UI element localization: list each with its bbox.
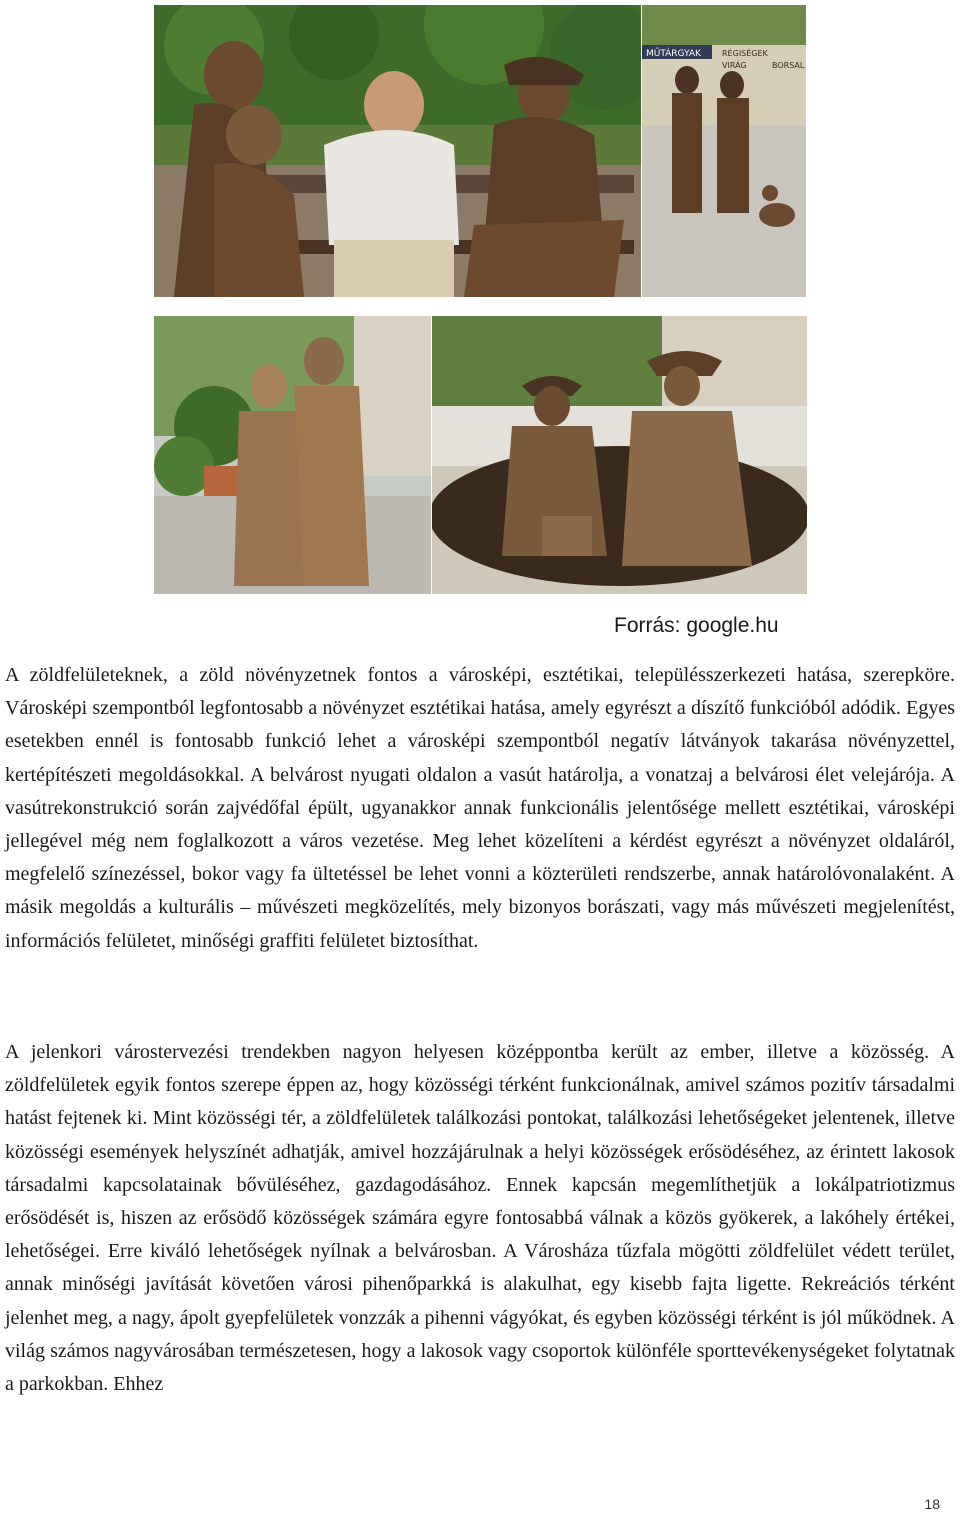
photo-couple-statue [154,316,431,594]
photo-bench-statues [154,5,641,297]
photo-street-statues-dog [642,5,806,297]
page-number: 18 [924,1496,940,1512]
shop-sign-3: VIRÁG [722,61,747,70]
shop-sign-4: BORSAL [772,61,805,70]
body-paragraph: A jelenkori várostervezési trendekben nagyon helyesen középpontba került az ember, illetve a közösség. A zöldfelületek egyik fontos szerepe éppen az, hogy közösségi térként funkcionálnak, amivel számos pozitív társadalmi hatást fejtenek ki. Mint közösségi tér, a zöldfelületek találkozási pontokat, találkozási lehetőségeket jelentenek, illetve közösségi események helyszínét adhatják, amivel hozzájárulnak a helyi közösségek erősödéséhez, az érintett lakosok társadalmi kapcsolatainak bővüléséhez, gazdagodásához. Ennek kapcsán megemlíthetjük a lokálpatriotizmus erősödését is, hiszen az erősödő közösségek számára egyre fontosabbá válnak a közös gyökerek, a lakóhely értékei, lehetőségei. Erre kiváló lehetőségek nyílnak a belvárosban. A Városháza tűzfala mögötti zöldfelület védett terület, annak minőségi javítását követően városi pihenőparkká is alakulhat, egy kisebb fajta ligette. Rekreációs térként jelenhet meg, a nagy, ápolt gyepfelületek vonzzák a pihenni vágyókat, és egyben közösségi térként is jól működnek. A világ számos nagyvárosában természetesen, hogy a lakosok vagy csoportok különféle sporttevékenységeket folytatnak a parkokban. Ehhez [5,1041,955,1396]
body-paragraph: A zöldfelületeknek, a zöld növényzetnek fontos a városképi, esztétikai, településszerkezeti hatása, szerepköre. Városképi szempontból legfontosabb a növényzet esztétikai hatása, amely egyrészt a díszítő funkcióból adódik. Egyes esetekben ennél is fontosabb funkció lehet a városképi szempontból negatív látványok takarása növényzettel, kertépítészeti megoldásokkal. A belvárost nyugati oldalon a vasút határolja, a vonatzaj a belvárosi élet velejárója. A vasútrekonstrukció során zajvédőfal épült, ugyanakkor annak funkcionális jelentősége mellett esztétikai, városképi jellegével még nem foglalkozott a város vezetése. Meg lehet közelíteni a kérdést egyrészt a növényzet oldaláról, megfelelő színezéssel, bokor vagy fa ültetéssel be lehet vonni a közterületi rendszerbe, annak határolóvonalaként. A másik megoldás a kulturális – művészeti megközelítés, mely bizonyos borászati, vagy más művészeti megjelenítést, információs felületet, minőségi graffiti felületet biztosíthat. [5,664,955,952]
shop-sign-1: MŰTÁRGYAK [646,49,701,59]
image-source-caption: Forrás: google.hu [614,614,779,637]
shop-sign-2: RÉGISÉGEK [722,49,768,58]
photo-fountain-women-statue [432,316,807,594]
